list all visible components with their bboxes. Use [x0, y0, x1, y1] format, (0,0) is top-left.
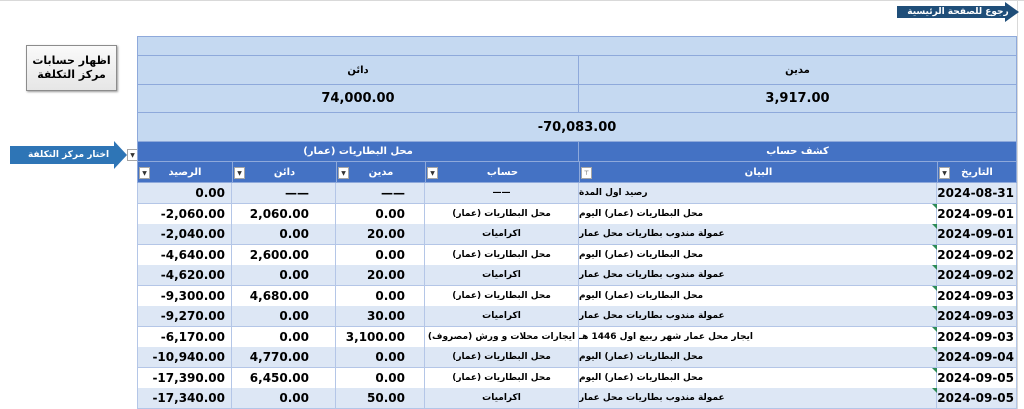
account-cell[interactable]: محل البطاريات (عمار) [425, 286, 579, 307]
description-cell[interactable]: محل البطاريات (عمار) اليوم [579, 204, 937, 225]
credit-header-label: دائن [273, 166, 296, 178]
account-cell[interactable]: اكراميات [425, 265, 579, 286]
home-arrow-button[interactable] [897, 2, 1019, 22]
column-header-credit [232, 161, 337, 183]
description-cell[interactable]: محل البطاريات (عمار) اليوم [579, 286, 937, 307]
date-cell[interactable]: 2024-09-05 [937, 388, 1017, 409]
filter-date-button[interactable] [939, 167, 950, 179]
balance-cell[interactable]: -10,940.00 [137, 347, 232, 368]
cost-center-name: محل البطاريات (عمار) [137, 141, 579, 162]
credit-cell[interactable]: 0.00 [232, 306, 336, 327]
debit-cell[interactable]: 0.00 [336, 347, 425, 368]
credit-cell[interactable]: 2,060.00 [232, 204, 336, 225]
debit-cell[interactable]: 20.00 [336, 224, 425, 245]
balance-cell[interactable]: 0.00 [137, 183, 232, 204]
credit-label-cell: دائن [137, 55, 579, 85]
home-arrow-label: رجوع للصفحة الرئيسية [907, 7, 1009, 17]
date-cell[interactable]: 2024-09-03 [937, 286, 1017, 307]
date-cell[interactable]: 2024-09-01 [937, 204, 1017, 225]
description-cell[interactable]: محل البطاريات (عمار) اليوم [579, 245, 937, 266]
credit-cell[interactable]: 6,450.00 [232, 368, 336, 389]
filter-description-button[interactable] [581, 167, 592, 179]
description-cell[interactable]: عمولة مندوب بطاريات محل عمار [579, 265, 937, 286]
debit-cell[interactable]: 3,100.00 [336, 327, 425, 348]
table-row [137, 286, 1017, 307]
description-cell[interactable]: ايجار محل عمار شهر ربيع اول 1446 هـ [579, 327, 937, 348]
table-row [137, 327, 1017, 348]
credit-cell[interactable]: 0.00 [232, 224, 336, 245]
chevron-down-icon: ▼ [142, 169, 147, 177]
filter-account-button[interactable] [427, 167, 438, 179]
column-header-account [425, 161, 580, 183]
summary-top-bar [137, 36, 1017, 56]
description-cell[interactable]: رصيد اول المدة [579, 183, 937, 204]
cost-center-arrow-label: اختار مركز التكلفة [27, 150, 110, 160]
credit-cell[interactable]: 4,680.00 [232, 286, 336, 307]
date-cell[interactable]: 2024-09-05 [937, 368, 1017, 389]
column-header-debit [336, 161, 426, 183]
filter-debit-button[interactable] [338, 167, 349, 179]
date-cell[interactable]: 2024-09-02 [937, 265, 1017, 286]
date-cell[interactable]: 2024-09-01 [937, 224, 1017, 245]
debit-total: 3,917.00 [578, 84, 1017, 113]
table-row [137, 306, 1017, 327]
chevron-down-icon: ▼ [237, 169, 242, 177]
account-header-label: حساب [486, 166, 519, 178]
account-cell[interactable]: ايجارات محلات و ورش (مصروف) [425, 327, 579, 348]
table-row [137, 204, 1017, 225]
debit-cell[interactable]: —— [336, 183, 425, 204]
debit-cell[interactable]: 0.00 [336, 245, 425, 266]
date-cell[interactable]: 2024-09-04 [937, 347, 1017, 368]
credit-cell[interactable]: 0.00 [232, 327, 336, 348]
comment-indicator-icon [932, 388, 937, 393]
balance-cell[interactable]: -2,060.00 [137, 204, 232, 225]
comment-indicator-icon [932, 265, 937, 270]
account-cell[interactable]: اكراميات [425, 306, 579, 327]
description-cell[interactable]: عمولة مندوب بطاريات محل عمار [579, 224, 937, 245]
balance-cell[interactable]: -2,040.00 [137, 224, 232, 245]
credit-cell[interactable]: —— [232, 183, 336, 204]
debit-cell[interactable]: 20.00 [336, 265, 425, 286]
debit-cell[interactable]: 50.00 [336, 388, 425, 409]
show-cost-center-accounts-button[interactable]: اظهار حسابات مركز التكلفة [26, 45, 117, 91]
account-cell[interactable]: محل البطاريات (عمار) [425, 245, 579, 266]
comment-indicator-icon [932, 327, 937, 332]
table-row [137, 368, 1017, 389]
sheet-gridline-right [1017, 0, 1018, 409]
description-cell[interactable]: عمولة مندوب بطاريات محل عمار [579, 388, 937, 409]
debit-cell[interactable]: 0.00 [336, 368, 425, 389]
date-cell[interactable]: 2024-08-31 [937, 183, 1017, 204]
chevron-down-icon: ▼ [430, 169, 435, 177]
column-header-description [579, 161, 938, 183]
table-row [137, 245, 1017, 266]
net-balance: -70,083.00 [137, 112, 1017, 142]
debit-label-cell: مدين [578, 55, 1017, 85]
debit-header-label: مدين [368, 166, 394, 178]
debit-cell[interactable]: 30.00 [336, 306, 425, 327]
credit-cell[interactable]: 0.00 [232, 388, 336, 409]
table-row [137, 183, 1017, 204]
account-cell[interactable]: —— [425, 183, 579, 204]
balance-cell[interactable]: -9,270.00 [137, 306, 232, 327]
debit-cell[interactable]: 0.00 [336, 286, 425, 307]
date-header-label: التاريخ [961, 166, 993, 178]
comment-indicator-icon [932, 204, 937, 209]
balance-cell[interactable]: -17,340.00 [137, 388, 232, 409]
comment-indicator-icon [932, 368, 937, 373]
chevron-down-icon: ▼ [341, 169, 346, 177]
cost-center-arrow [10, 141, 127, 169]
credit-cell[interactable]: 2,600.00 [232, 245, 336, 266]
credit-cell[interactable]: 0.00 [232, 265, 336, 286]
account-cell[interactable]: محل البطاريات (عمار) [425, 368, 579, 389]
balance-cell[interactable]: -6,170.00 [137, 327, 232, 348]
statement-title: كشف حساب [578, 141, 1017, 162]
filter-credit-button[interactable] [234, 167, 245, 179]
account-cell[interactable]: اكراميات [425, 224, 579, 245]
account-cell[interactable]: محل البطاريات (عمار) [425, 204, 579, 225]
chevron-down-icon: ▼ [942, 169, 947, 177]
balance-cell[interactable]: -4,620.00 [137, 265, 232, 286]
column-header-balance [137, 161, 233, 183]
comment-indicator-icon [932, 306, 937, 311]
table-row [137, 224, 1017, 245]
debit-cell[interactable]: 0.00 [336, 204, 425, 225]
account-cell[interactable]: اكراميات [425, 388, 579, 409]
chevron-down-icon: ▼ [130, 151, 135, 159]
table-row [137, 347, 1017, 368]
comment-indicator-icon [932, 347, 937, 352]
balance-cell[interactable]: -9,300.00 [137, 286, 232, 307]
credit-total: 74,000.00 [137, 84, 579, 113]
table-row [137, 265, 1017, 286]
credit-cell[interactable]: 4,770.00 [232, 347, 336, 368]
sheet-gridline-top [0, 0, 1024, 1]
date-cell[interactable]: 2024-09-03 [937, 327, 1017, 348]
description-cell[interactable]: محل البطاريات (عمار) اليوم [579, 347, 937, 368]
filter-balance-button[interactable] [139, 167, 150, 179]
description-header-label: البيان [744, 166, 773, 178]
balance-cell[interactable]: -17,390.00 [137, 368, 232, 389]
date-cell[interactable]: 2024-09-02 [937, 245, 1017, 266]
table-row [137, 388, 1017, 409]
account-cell[interactable]: محل البطاريات (عمار) [425, 347, 579, 368]
balance-cell[interactable]: -4,640.00 [137, 245, 232, 266]
comment-indicator-icon [932, 224, 937, 229]
comment-indicator-icon [932, 245, 937, 250]
balance-header-label: الرصيد [168, 166, 202, 178]
description-cell[interactable]: محل البطاريات (عمار) اليوم [579, 368, 937, 389]
filter-active-icon: ⊤ [583, 169, 590, 177]
comment-indicator-icon [932, 286, 937, 291]
date-cell[interactable]: 2024-09-03 [937, 306, 1017, 327]
description-cell[interactable]: عمولة مندوب بطاريات محل عمار [579, 306, 937, 327]
